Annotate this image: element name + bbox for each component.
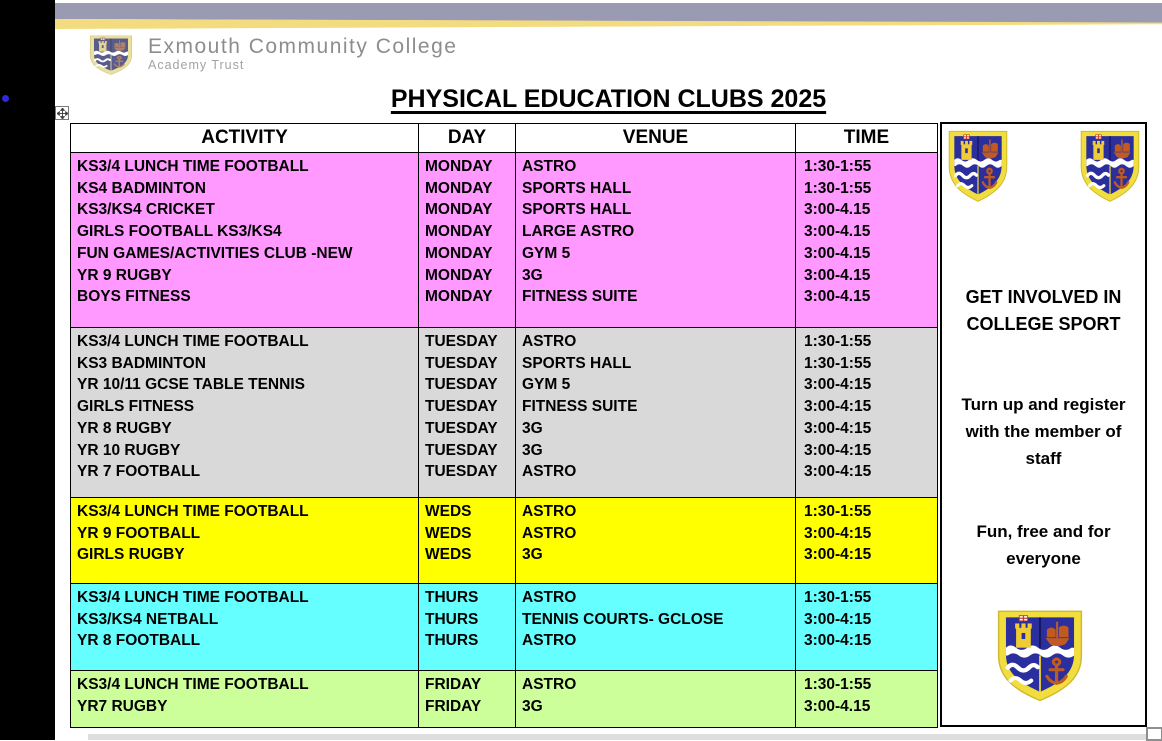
cell-day-wednesday[interactable] — [419, 498, 516, 584]
cell-venue-tuesday[interactable] — [516, 328, 796, 498]
college-name: Exmouth Community College — [148, 35, 458, 58]
panel-message-fun-free: Fun, free and for everyone — [976, 522, 1111, 568]
time-text: 3:00-4:15 — [804, 376, 872, 394]
venue-text: SPORTS HALL — [522, 179, 632, 197]
activity-text: KS3/KS4 NETBALL — [77, 610, 219, 628]
day-text: WEDS — [425, 524, 472, 542]
time-text: 1:30-1:55 — [804, 158, 872, 175]
venue-text: GYM 5 — [522, 244, 571, 262]
day-text: TUESDAY — [425, 398, 498, 416]
activity-text: YR 8 RUGBY — [77, 419, 172, 437]
venue-text: SPORTS HALL — [522, 201, 632, 219]
time-text: 1:30-1:55 — [804, 676, 872, 693]
day-text: WEDS — [425, 546, 472, 564]
time-text: 3:00-4.15 — [804, 223, 871, 241]
venue-text: FITNESS SUITE — [522, 288, 638, 306]
activity-text: YR 9 RUGBY — [77, 266, 172, 284]
table-header-row — [71, 124, 938, 153]
venue-text: TENNIS COURTS- GCLOSE — [522, 610, 724, 628]
cell-activity-tuesday[interactable] — [71, 328, 419, 498]
header-activity: ACTIVITY — [71, 124, 419, 153]
venue-text: SPORTS HALL — [522, 354, 632, 372]
time-text: 1:30-1:55 — [804, 589, 872, 606]
venue-text: 3G — [522, 266, 543, 284]
activity-text: KS3/4 LUNCH TIME FOOTBALL — [77, 503, 309, 520]
header-time: TIME — [796, 124, 938, 153]
day-text: TUESDAY — [425, 333, 498, 350]
activity-text: YR 9 FOOTBALL — [77, 524, 201, 542]
activity-text: KS3/4 LUNCH TIME FOOTBALL — [77, 589, 309, 606]
cell-venue-wednesday[interactable] — [516, 498, 796, 584]
venue-text: ASTRO — [522, 524, 577, 542]
day-group-row-monday — [71, 153, 938, 328]
time-text: 1:30-1:55 — [804, 333, 872, 350]
cell-time-thursday[interactable] — [796, 584, 938, 671]
day-text: TUESDAY — [425, 376, 498, 394]
venue-text: 3G — [522, 546, 543, 564]
college-crest-icon — [1078, 128, 1142, 204]
cell-time-wednesday[interactable] — [796, 498, 938, 584]
cell-day-tuesday[interactable] — [419, 328, 516, 498]
time-text: 3:00-4.15 — [804, 697, 871, 715]
activity-text: YR 10 RUGBY — [77, 441, 181, 459]
activity-text: YR 10/11 GCSE TABLE TENNIS — [77, 376, 305, 394]
time-text: 1:30-1:55 — [804, 354, 872, 372]
logo-text — [148, 34, 457, 72]
page-title: PHYSICAL EDUCATION CLUBS 2025 — [390, 85, 827, 113]
venue-text: ASTRO — [522, 589, 577, 606]
activity-text: YR 8 FOOTBALL — [77, 632, 201, 650]
time-text: 3:00-4.15 — [804, 266, 871, 284]
college-subtitle: Academy Trust — [148, 58, 245, 72]
panel-message-register: Turn up and register with the member of staff — [961, 395, 1126, 468]
venue-text: ASTRO — [522, 632, 577, 650]
day-text: THURS — [425, 610, 479, 628]
time-text: 3:00-4.15 — [804, 201, 871, 219]
left-letterbox-strip — [0, 0, 55, 740]
college-crest-icon — [946, 128, 1010, 204]
day-text: THURS — [425, 589, 479, 606]
cell-activity-wednesday[interactable] — [71, 498, 419, 584]
venue-text: 3G — [522, 419, 543, 437]
activity-text: YR7 RUGBY — [77, 697, 168, 715]
time-text: 3:00-4:15 — [804, 524, 872, 542]
day-text: FRIDAY — [425, 697, 482, 715]
venue-text: LARGE ASTRO — [522, 223, 635, 241]
cell-activity-monday[interactable] — [71, 153, 419, 328]
college-crest-icon — [88, 34, 134, 76]
day-text: TUESDAY — [425, 354, 498, 372]
time-text: 3:00-4.15 — [804, 244, 871, 262]
day-text: MONDAY — [425, 266, 493, 284]
time-text: 3:00-4:15 — [804, 463, 872, 481]
activity-text: KS3/4 LUNCH TIME FOOTBALL — [77, 676, 309, 693]
cell-venue-friday[interactable] — [516, 671, 796, 728]
cell-time-friday[interactable] — [796, 671, 938, 728]
time-text: 3:00-4:15 — [804, 419, 872, 437]
cell-time-tuesday[interactable] — [796, 328, 938, 498]
venue-text: ASTRO — [522, 333, 577, 350]
header-venue: VENUE — [516, 124, 796, 153]
day-group-row-wednesday — [71, 498, 938, 584]
day-text: FRIDAY — [425, 676, 482, 693]
time-text: 3:00-4:15 — [804, 546, 872, 564]
cell-venue-thursday[interactable] — [516, 584, 796, 671]
activity-text: KS3 BADMINTON — [77, 354, 206, 372]
time-text: 3:00-4:15 — [804, 441, 872, 459]
time-text: 3:00-4.15 — [804, 288, 871, 306]
cell-time-monday[interactable] — [796, 153, 938, 328]
day-text: MONDAY — [425, 288, 493, 306]
venue-text: 3G — [522, 441, 543, 459]
day-text: TUESDAY — [425, 463, 498, 481]
day-group-row-friday — [71, 671, 938, 728]
time-text: 3:00-4:15 — [804, 398, 872, 416]
venue-text: ASTRO — [522, 503, 577, 520]
activity-text: GIRLS FOOTBALL KS3/KS4 — [77, 223, 282, 241]
header-day: DAY — [419, 124, 516, 153]
activity-text: GIRLS FITNESS — [77, 398, 195, 416]
day-text: THURS — [425, 632, 479, 650]
horizontal-scrollbar-strip[interactable] — [88, 734, 1162, 740]
day-text: MONDAY — [425, 244, 493, 262]
time-text: 1:30-1:55 — [804, 503, 872, 520]
activity-text: FUN GAMES/ACTIVITIES CLUB -NEW — [77, 244, 353, 262]
college-logo — [88, 34, 457, 78]
cell-day-friday[interactable] — [419, 671, 516, 728]
side-panel — [940, 122, 1147, 727]
cell-venue-monday[interactable] — [516, 153, 796, 328]
activity-text: KS3/KS4 CRICKET — [77, 201, 215, 219]
time-text: 1:30-1:55 — [804, 179, 872, 197]
cell-day-monday[interactable] — [419, 153, 516, 328]
blue-dot-marker — [2, 95, 9, 102]
activity-text: BOYS FITNESS — [77, 288, 191, 306]
venue-text: ASTRO — [522, 158, 577, 175]
move-arrows-icon — [57, 108, 68, 119]
day-text: MONDAY — [425, 158, 493, 175]
clubs-table — [70, 123, 938, 728]
table-move-handle[interactable] — [55, 106, 69, 120]
day-text: MONDAY — [425, 201, 493, 219]
day-text: MONDAY — [425, 223, 493, 241]
activity-text: GIRLS RUGBY — [77, 546, 185, 564]
clubs-table-body — [71, 153, 938, 728]
scrollbar-corner-handle[interactable] — [1146, 727, 1162, 741]
day-text: WEDS — [425, 503, 472, 520]
cell-day-thursday[interactable] — [419, 584, 516, 671]
time-text: 3:00-4:15 — [804, 610, 872, 628]
activity-text: KS3/4 LUNCH TIME FOOTBALL — [77, 158, 309, 175]
day-group-row-thursday — [71, 584, 938, 671]
day-text: MONDAY — [425, 179, 493, 197]
time-text: 3:00-4:15 — [804, 632, 872, 650]
cell-activity-friday[interactable] — [71, 671, 419, 728]
cell-activity-thursday[interactable] — [71, 584, 419, 671]
activity-text: KS4 BADMINTON — [77, 179, 206, 197]
day-text: TUESDAY — [425, 441, 498, 459]
panel-message-get-involved: GET INVOLVED IN COLLEGE SPORT — [965, 287, 1122, 334]
day-group-row-tuesday — [71, 328, 938, 498]
venue-text: FITNESS SUITE — [522, 398, 638, 416]
activity-text: KS3/4 LUNCH TIME FOOTBALL — [77, 333, 309, 350]
activity-text: YR 7 FOOTBALL — [77, 463, 201, 481]
venue-text: ASTRO — [522, 676, 577, 693]
venue-text: ASTRO — [522, 463, 577, 481]
college-crest-icon — [994, 607, 1086, 704]
venue-text: 3G — [522, 697, 543, 715]
venue-text: GYM 5 — [522, 376, 571, 394]
day-text: TUESDAY — [425, 419, 498, 437]
